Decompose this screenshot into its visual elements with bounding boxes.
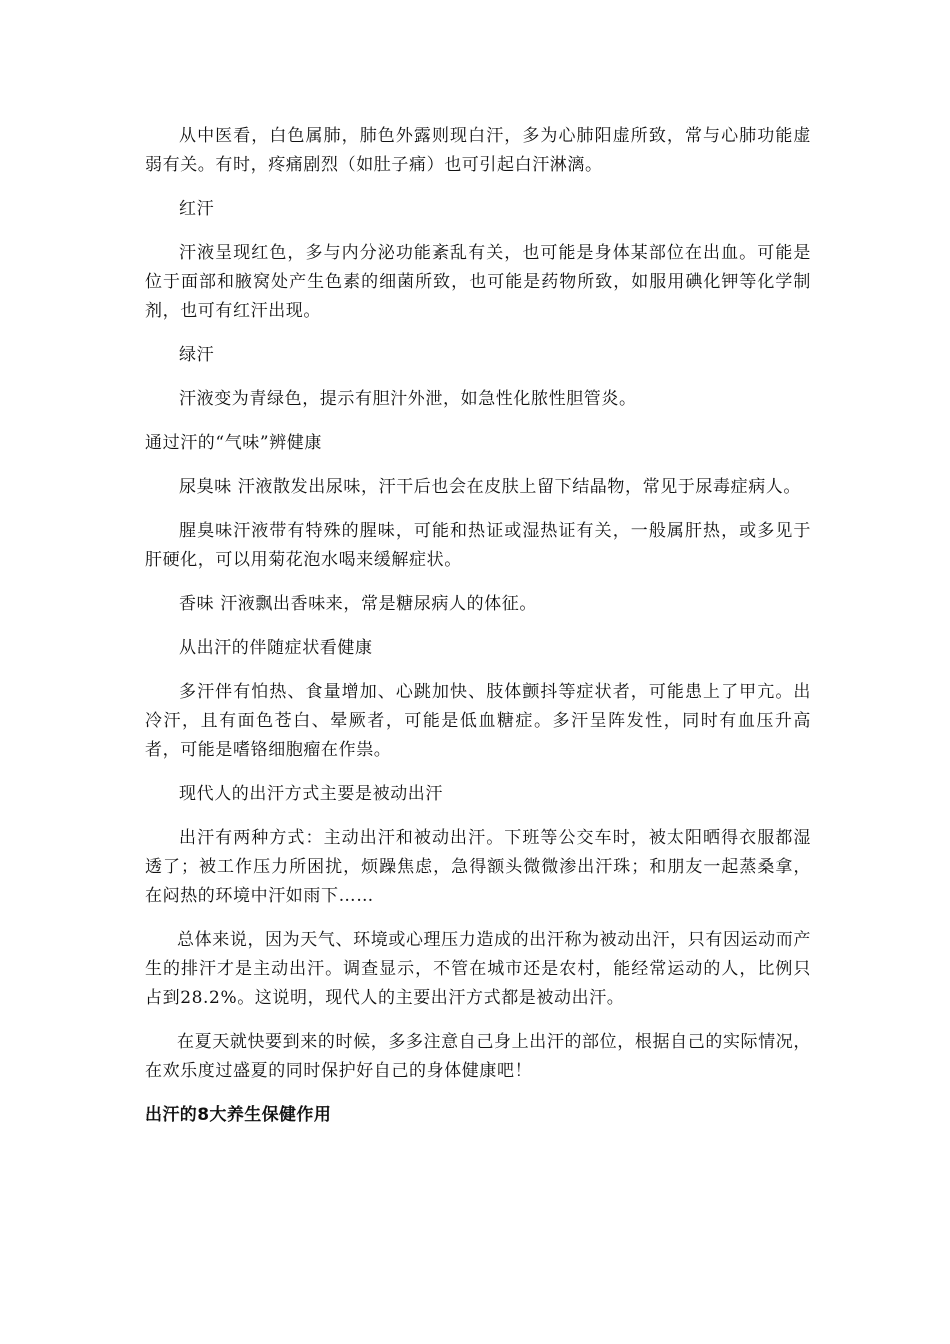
heading-red-sweat: 红汗 [179, 199, 215, 219]
paragraph-two-ways: 出汗有两种方式：主动出汗和被动出汗。下班等公交车时，被太阳晒得衣服都湿透了；被工作压力所困扰，烦躁焦虑，急得额头微微渗出汗珠；和朋友一起蒸桑拿，在闷热的环境中汗如雨下…… [145, 828, 811, 906]
paragraph-sweet-odor: 香味 汗液飘出香味来，常是糖尿病人的体征。 [179, 594, 538, 614]
section-heading-health-benefits: 出汗的8大养生保健作用 [145, 1105, 332, 1125]
paragraph-green-sweat: 汗液变为青绿色，提示有胆汁外泄，如急性化脓性胆管炎。 [179, 389, 637, 409]
document-body [145, 122, 811, 1145]
paragraph-accompanying-symptoms: 多汗伴有怕热、食量增加、心跳加快、肢体颤抖等症状者，可能患上了甲亢。出冷汗，且有面色苍白、晕厥者，可能是低血糖症。多汗呈阵发性，同时有血压升高者，可能是嗜铬细胞瘤在作祟。 [145, 682, 811, 760]
heading-sweat-odor: 通过汗的“气味”辨健康 [145, 433, 322, 453]
heading-green-sweat: 绿汗 [179, 345, 215, 365]
paragraph-overall: 总体来说，因为天气、环境或心理压力造成的出汗称为被动出汗，只有因运动而产生的排汗才是主动出汗。调查显示，不管在城市还是农村，能经常运动的人，比例只占到28.2%。这说明，现代人的主要出汗方式都是被动出汗。 [145, 930, 811, 1008]
paragraph-urine-odor: 尿臭味 汗液散发出尿味，汗干后也会在皮肤上留下结晶物，常见于尿毒症病人。 [179, 477, 802, 497]
paragraph-white-sweat: 从中医看，白色属肺，肺色外露则现白汗，多为心肺阳虚所致，常与心肺功能虚弱有关。有时，疼痛剧烈（如肚子痛）也可引起白汗淋漓。 [145, 126, 811, 175]
heading-passive-sweating: 现代人的出汗方式主要是被动出汗 [179, 784, 443, 804]
paragraph-fishy-odor: 腥臭味汗液带有特殊的腥味，可能和热证或湿热证有关，一般属肝热，或多见于肝硬化，可以用菊花泡水喝来缓解症状。 [145, 521, 811, 570]
paragraph-summer-advice: 在夏天就快要到来的时候，多多注意自己身上出汗的部位，根据自己的实际情况，在欢乐度过盛夏的同时保护好自己的身体健康吧！ [145, 1032, 811, 1081]
paragraph-red-sweat: 汗液呈现红色，多与内分泌功能紊乱有关，也可能是身体某部位在出血。可能是位于面部和腋窝处产生色素的细菌所致，也可能是药物所致，如服用碘化钾等化学制剂，也可有红汗出现。 [145, 243, 811, 321]
heading-accompanying-symptoms: 从出汗的伴随症状看健康 [179, 638, 373, 658]
